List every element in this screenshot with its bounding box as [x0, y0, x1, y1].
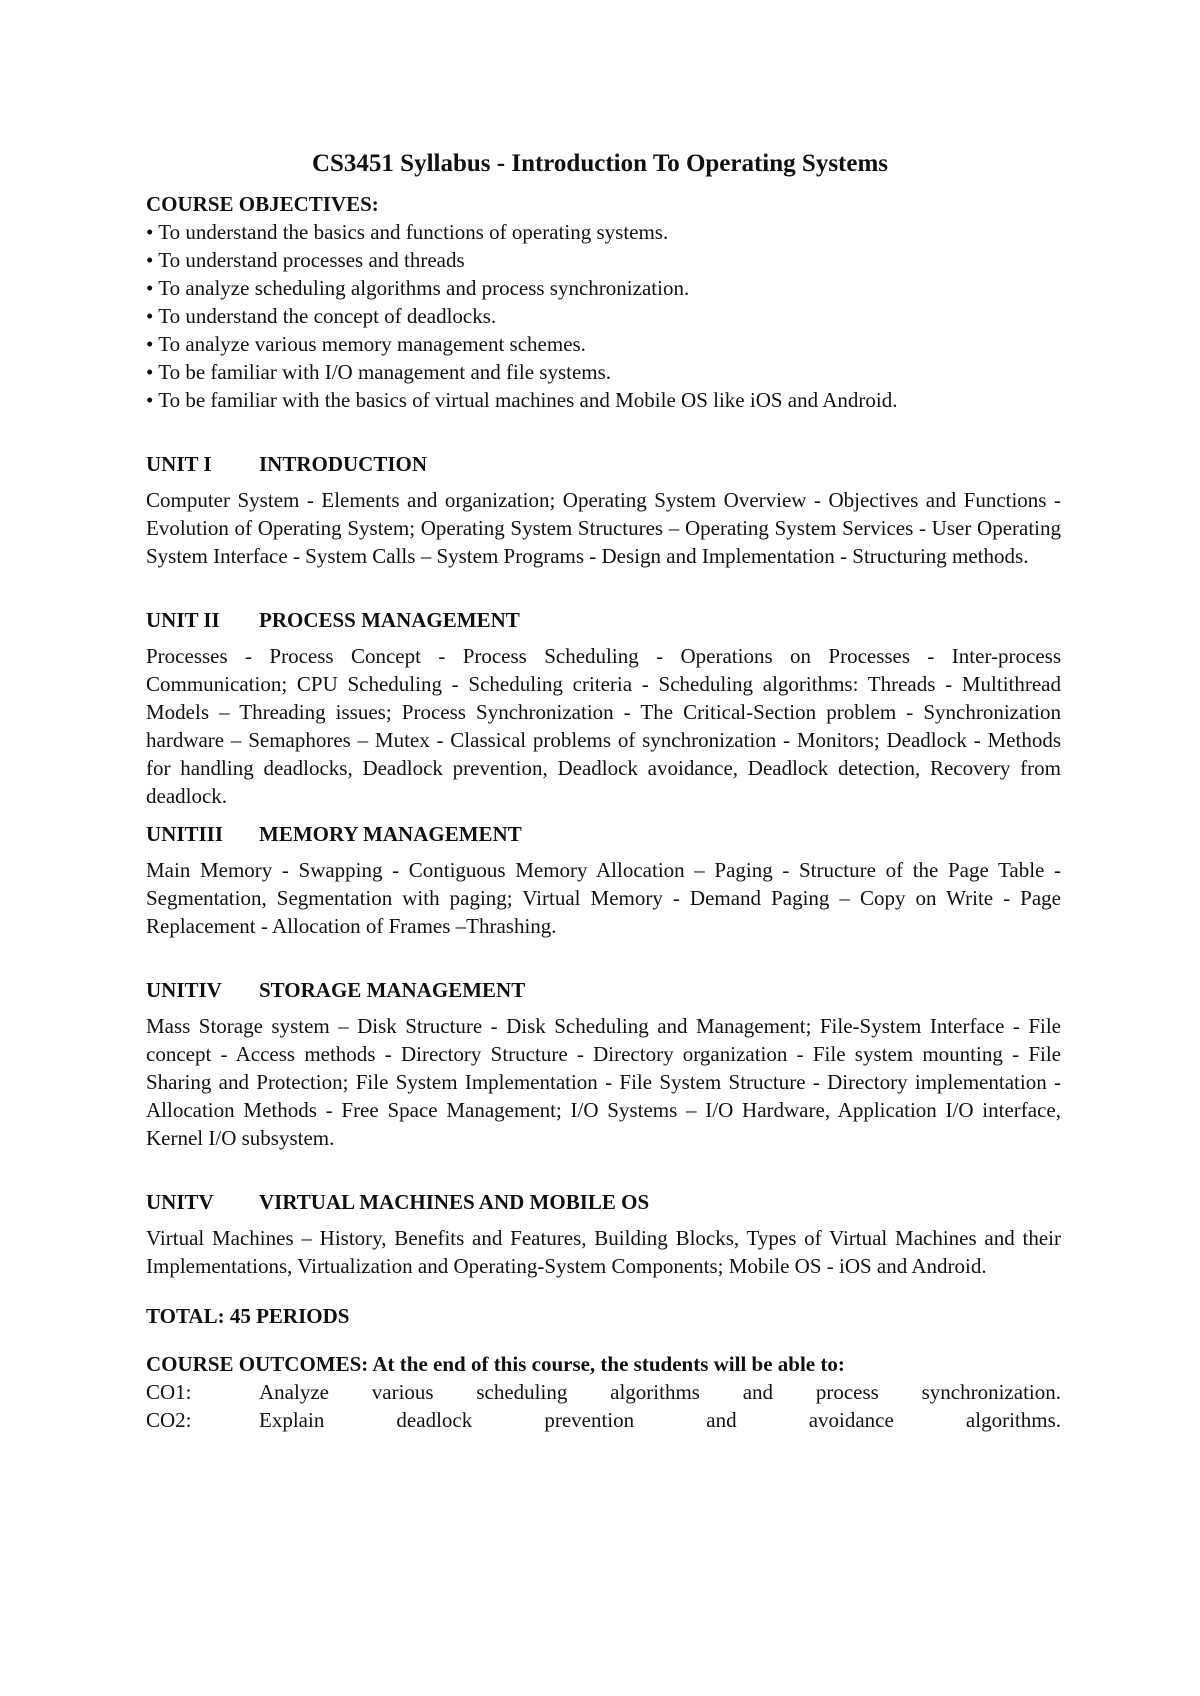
unit-heading [146, 820, 1061, 848]
unit-title: INTRODUCTION [259, 452, 428, 476]
outcome-row [146, 1406, 1061, 1434]
page-title: CS3451 Syllabus - Introduction To Operating Systems [311, 150, 889, 177]
unit-body: Processes - Process Concept - Process Scheduling - Operations on Processes - Inter-process Communication; CPU Scheduling - Scheduling criteria - Scheduling algorithms: Threads - Multithread Models – Threading issues; Process Synchronization - The Critical-Section problem - Synchronization hardware – Semaphores – Mutex - Classical problems of synchronization - Monitors; Deadlock - Methods for handling deadlocks, Deadlock prevention, Deadlock avoidance, Deadlock detection, Recovery from deadlock. [146, 644, 1061, 808]
objective-item: • To analyze scheduling algorithms and process synchronization. [146, 276, 690, 300]
objective-item: • To understand the basics and functions of operating systems. [146, 220, 669, 244]
objective-item: • To understand the concept of deadlocks. [146, 304, 497, 328]
objectives-list [146, 218, 1061, 414]
unit-number: UNITIII [146, 822, 224, 846]
unit-body: Virtual Machines – History, Benefits and Features, Building Blocks, Types of Virtual Machines and their Implementations, Virtualization and Operating-System Components; Mobile OS - iOS and Android. [146, 1226, 1061, 1278]
unit-number: UNITIV [146, 978, 222, 1002]
unit-section [146, 450, 1061, 570]
total-periods: TOTAL: 45 PERIODS [146, 1304, 350, 1328]
objectives-heading: COURSE OBJECTIVES: [146, 192, 379, 216]
outcome-row [146, 1378, 1061, 1406]
unit-heading [146, 606, 1061, 634]
objective-item: • To analyze various memory management schemes. [146, 332, 586, 356]
outcome-text: Analyze various scheduling algorithms and process synchronization. [259, 1380, 1061, 1404]
unit-title: PROCESS MANAGEMENT [259, 608, 520, 632]
unit-number: UNITV [146, 1190, 214, 1214]
unit-body: Computer System - Elements and organization; Operating System Overview - Objectives and Functions - Evolution of Operating System; Operating System Structures – Operating System Services - User Operating System Interface - System Calls – System Programs - Design and Implementation - Structuring methods. [146, 488, 1061, 568]
unit-section [146, 1188, 1061, 1280]
unit-number: UNIT II [146, 608, 220, 632]
unit-heading [146, 450, 1061, 478]
unit-section [146, 976, 1061, 1152]
objective-item: • To understand processes and threads [146, 248, 465, 272]
unit-body: Mass Storage system – Disk Structure - Disk Scheduling and Management; File-System Interface - File concept - Access methods - Directory Structure - Directory organization - File system mounting - File Sharing and Protection; File System Implementation - File System Structure - Directory implementation - Allocation Methods - Free Space Management; I/O Systems – I/O Hardware, Application I/O interface, Kernel I/O subsystem. [146, 1014, 1061, 1150]
unit-title: MEMORY MANAGEMENT [259, 822, 522, 846]
unit-title: STORAGE MANAGEMENT [259, 978, 526, 1002]
outcomes-heading: COURSE OUTCOMES: At the end of this course, the students will be able to: [146, 1352, 845, 1376]
objective-item: • To be familiar with the basics of virtual machines and Mobile OS like iOS and Android. [146, 388, 898, 412]
unit-title: VIRTUAL MACHINES AND MOBILE OS [259, 1190, 650, 1214]
unit-section [146, 820, 1061, 940]
unit-body: Main Memory - Swapping - Contiguous Memory Allocation – Paging - Structure of the Page Table - Segmentation, Segmentation with paging; Virtual Memory - Demand Paging – Copy on Write - Page Replacement - Allocation of Frames –Thrashing. [146, 858, 1061, 938]
outcome-id: CO1: [146, 1380, 192, 1404]
outcome-text: Explain deadlock prevention and avoidance algorithms. [259, 1408, 1061, 1432]
syllabus-content [146, 190, 1061, 1434]
unit-heading [146, 1188, 1061, 1216]
unit-number: UNIT I [146, 452, 212, 476]
outcome-id: CO2: [146, 1408, 192, 1432]
unit-section [146, 606, 1061, 810]
objective-item: • To be familiar with I/O management and file systems. [146, 360, 612, 384]
unit-heading [146, 976, 1061, 1004]
